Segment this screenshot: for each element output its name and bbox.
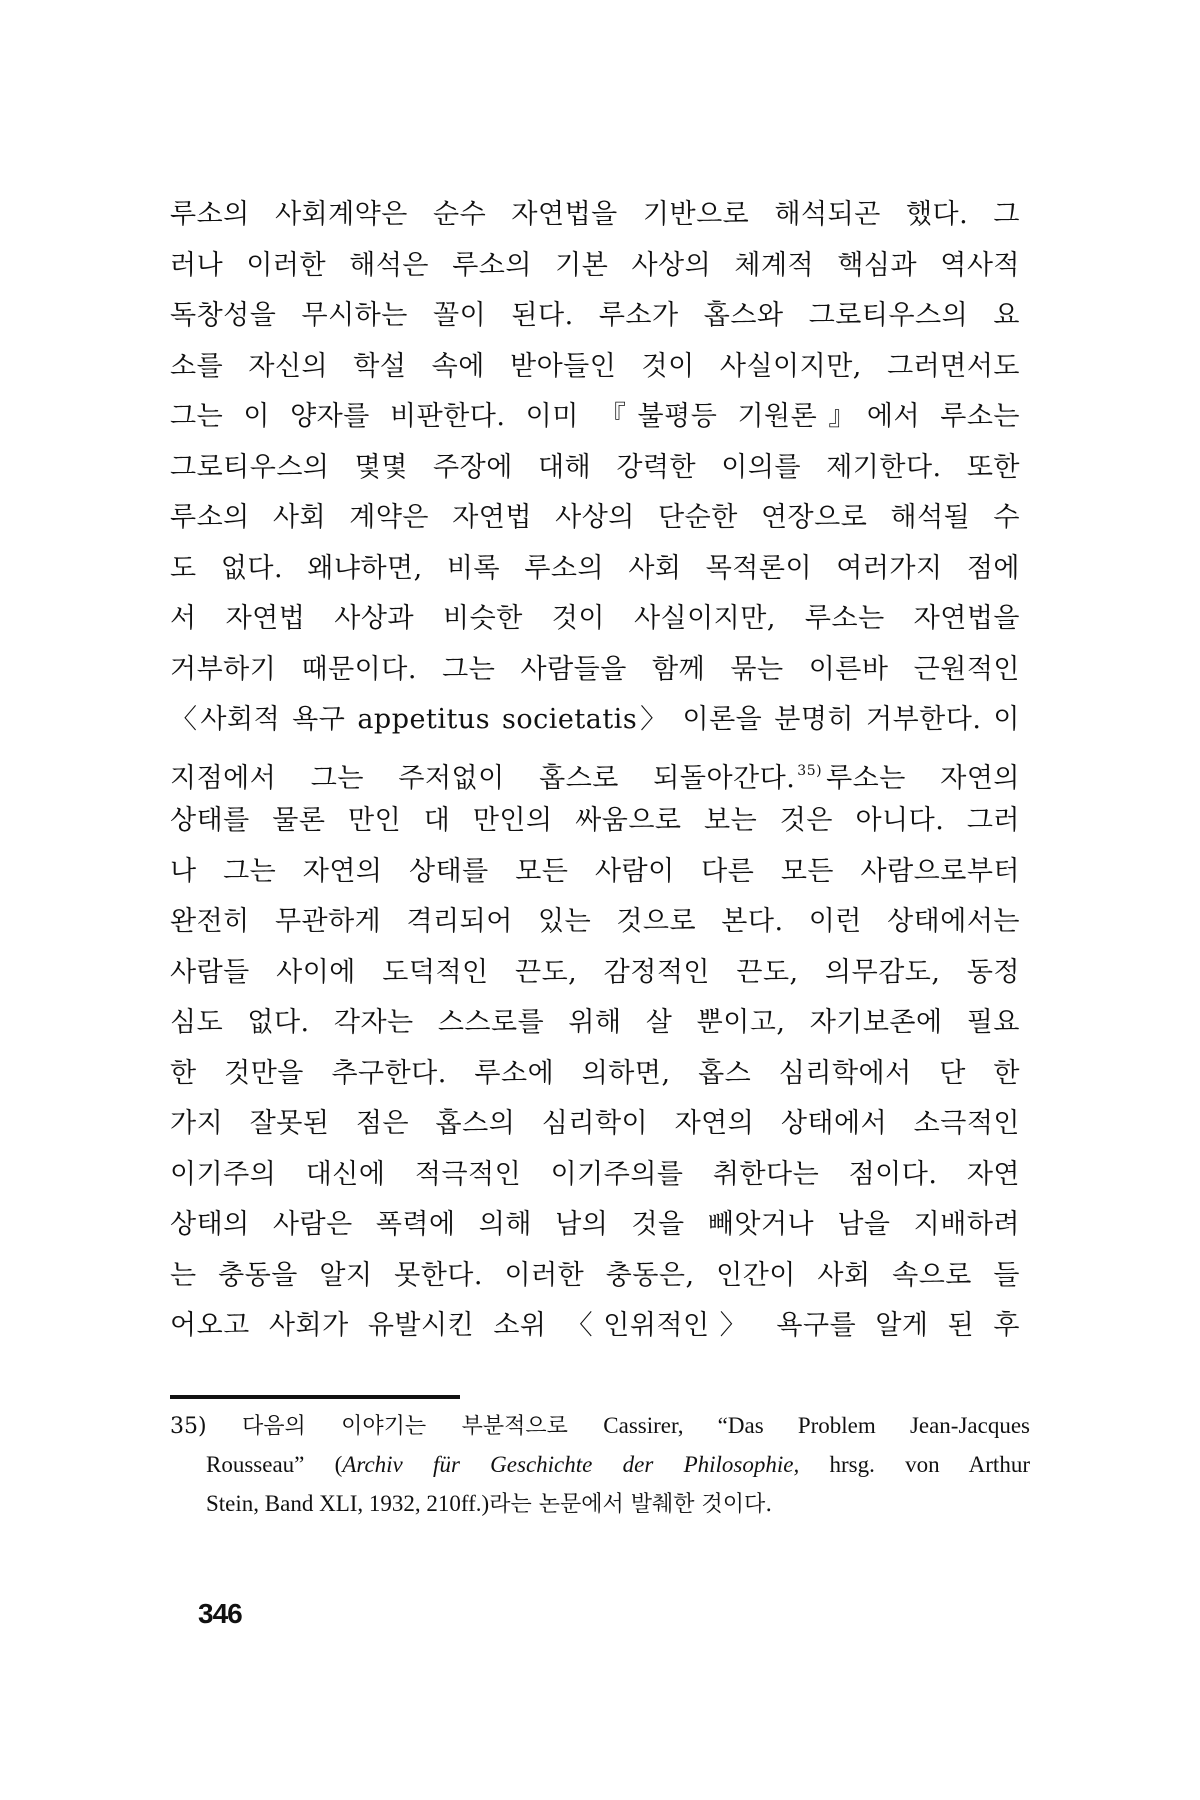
footnote-text: 라는 논문에서 발췌한 것이다.: [489, 1492, 773, 1517]
text-line: 독창성을 무시하는 꼴이 된다. 루소가 홉스와 그로티우스의 요: [170, 300, 1020, 331]
footnote: [170, 1407, 1030, 1524]
text-segment: 루소는 자연의: [826, 762, 1021, 794]
text-line: 상태를 물론 만인 대 만인의 싸움으로 보는 것은 아니다. 그러: [170, 805, 1020, 836]
footnote-line: [170, 1446, 1030, 1485]
text-line: 〈사회적 욕구 appetitus societatis〉 이론을 분명히 거부한다. 이: [170, 704, 1020, 735]
text-line: 심도 없다. 각자는 스스로를 위해 살 뿐이고, 자기보존에 필요: [170, 1007, 1020, 1038]
text-line: 상태의 사람은 폭력에 의해 남의 것을 빼앗거나 남을 지배하려: [170, 1209, 1020, 1240]
text-line: 나 그는 자연의 상태를 모든 사람이 다른 모든 사람으로부터: [170, 855, 1020, 887]
text-line: 어오고 사회가 유발시킨 소위 〈인위적인〉 욕구를 알게 된 후: [170, 1310, 1020, 1341]
footnote-journal-title: Archiv für Geschichte der Philosophie,: [342, 1452, 800, 1477]
text-line: 러나 이러한 해석은 루소의 기본 사상의 체계적 핵심과 역사적: [170, 249, 1020, 281]
text-line: 완전히 무관하게 격리되어 있는 것으로 본다. 이런 상태에서는: [170, 906, 1020, 937]
text-line: 도 없다. 왜냐하면, 비록 루소의 사회 목적론이 여러가지 점에: [170, 552, 1020, 584]
text-line: 거부하기 때문이다. 그는 사람들을 함께 묶는 이른바 근원적인: [170, 653, 1020, 685]
footnote-citation: Cassirer, “Das Problem Jean-Jacques: [603, 1413, 1030, 1438]
footnote-citation: hrsg. von Arthur: [799, 1452, 1030, 1477]
footnote-reference[interactable]: 35): [797, 762, 823, 779]
page-number: 346: [198, 1598, 242, 1629]
text-segment: 지점에서 그는 주저없이 홉스로 되돌아간다.: [170, 762, 796, 794]
text-line: 루소의 사회 계약은 자연법 사상의 단순한 연장으로 해석될 수: [170, 502, 1020, 533]
text-line: 서 자연법 사상과 비슷한 것이 사실이지만, 루소는 자연법을: [170, 603, 1020, 634]
footnote-line: [170, 1407, 1030, 1446]
footnote-citation: Stein, Band XLI, 1932, 210ff.): [206, 1491, 490, 1516]
body-text: [170, 190, 1020, 1352]
footnote-citation: Rousseau” (: [206, 1452, 343, 1477]
text-line: 소를 자신의 학설 속에 받아들인 것이 사실이지만, 그러면서도: [170, 350, 1020, 382]
text-line: 루소의 사회계약은 순수 자연법을 기반으로 해석되곤 했다. 그: [170, 199, 1020, 230]
footnote-text: 다음의 이야기는 부분적으로: [242, 1414, 568, 1439]
footnote-marker: 35): [170, 1414, 207, 1439]
text-line: 는 충동을 알지 못한다. 이러한 충동은, 인간이 사회 속으로 들: [170, 1259, 1020, 1291]
text-line: 이기주의 대신에 적극적인 이기주의를 취한다는 점이다. 자연: [170, 1158, 1020, 1190]
footnote-divider: [170, 1395, 460, 1399]
text-line: 그로티우스의 몇몇 주장에 대해 강력한 이의를 제기한다. 또한: [170, 451, 1020, 483]
text-line: 가지 잘못된 점은 홉스의 심리학이 자연의 상태에서 소극적인: [170, 1108, 1020, 1139]
text-line: 그는 이 양자를 비판한다. 이미 『불평등 기원론』에서 루소는: [170, 401, 1020, 432]
footnote-line: [170, 1485, 1030, 1524]
text-line: 사람들 사이에 도덕적인 끈도, 감정적인 끈도, 의무감도, 동정: [170, 956, 1020, 988]
text-line-with-note: [170, 746, 1020, 797]
text-line: 한 것만을 추구한다. 루소에 의하면, 홉스 심리학에서 단 한: [170, 1057, 1020, 1089]
